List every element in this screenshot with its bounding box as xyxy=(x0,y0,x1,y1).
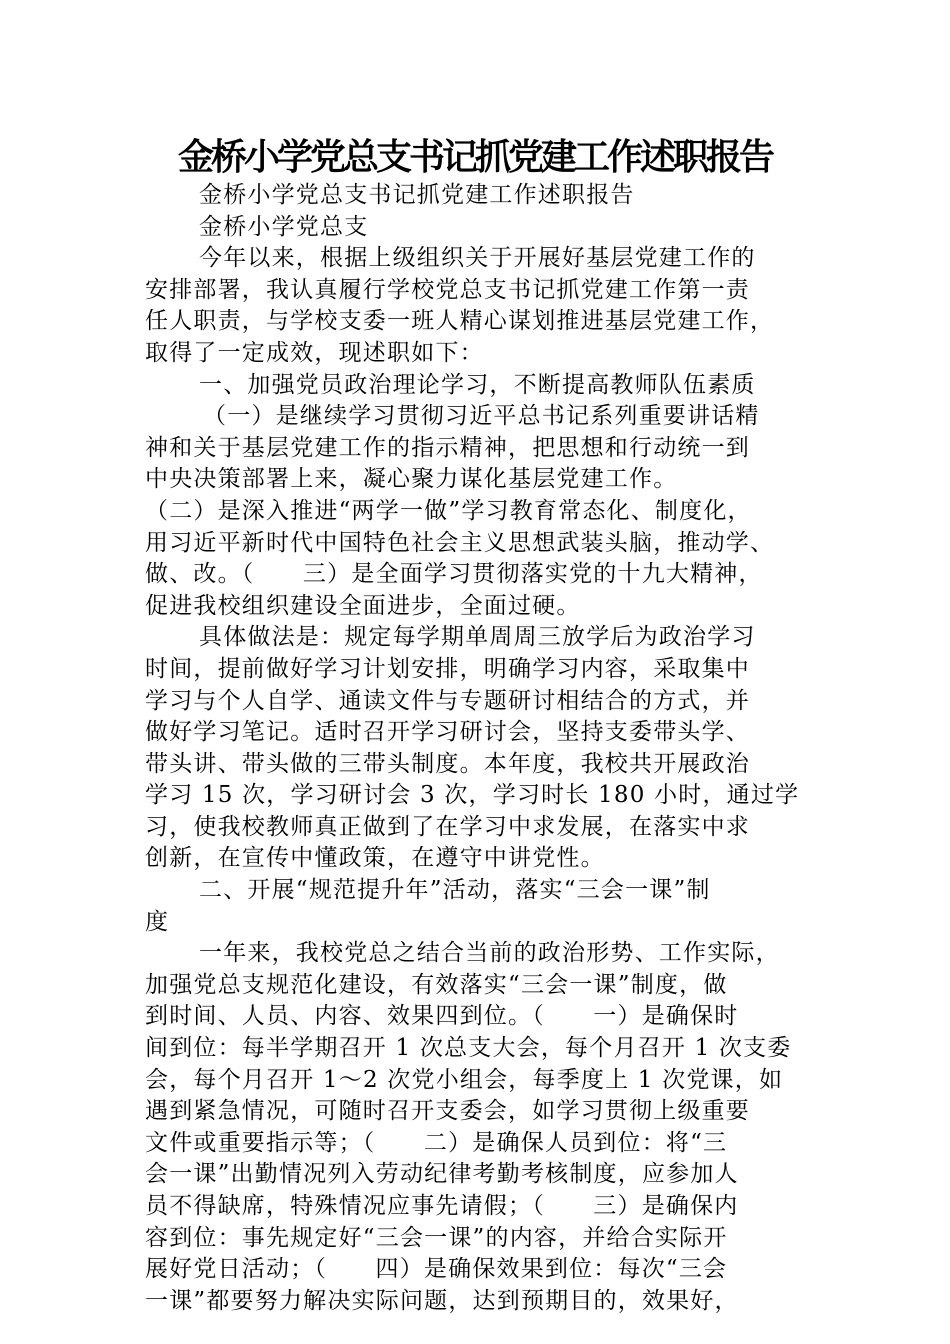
paragraph-line: 习，使我校教师真正做到了在学习中求发展，在落实中求 xyxy=(145,813,750,840)
paragraph-line: 做好学习笔记。适时召开学习研讨会，坚持支委带头学、 xyxy=(145,719,750,746)
paragraph-line: 创新，在宣传中懂政策，在遵守中讲党性。 xyxy=(145,845,605,872)
paragraph-line: 神和关于基层党建工作的指示精神，把思想和行动统一到 xyxy=(145,434,750,461)
paragraph-line: （一）是继续学习贯彻习近平总书记系列重要讲话精 xyxy=(203,403,760,430)
paragraph-line: 做、改。（ 三）是全面学习贯彻落实党的十九大精神， xyxy=(145,561,763,588)
paragraph-line: 度 xyxy=(145,908,170,935)
paragraph-line: （二）是深入推进“两学一做”学习教育常态化、制度化， xyxy=(145,497,752,524)
paragraph-line: 学习与个人自学、通读文件与专题研讨相结合的方式，并 xyxy=(145,687,750,714)
paragraph-line: 时间，提前做好学习计划安排，明确学习内容，采取集中 xyxy=(145,655,750,682)
paragraph-line: 一、加强党员政治理论学习，不断提高教师队伍素质 xyxy=(199,371,756,398)
paragraph-line: 遇到紧急情况，可随时召开支委会，如学习贯彻上级重要 xyxy=(145,1098,750,1125)
paragraph-line: 间到位：每半学期召开 1 次总支大会，每个月召开 1 次支委 xyxy=(145,1035,792,1062)
paragraph-line: 加强党总支规范化建设，有效落实“三会一课”制度，做 xyxy=(145,971,728,998)
paragraph-line: 安排部署，我认真履行学校党总支书记抓党建工作第一责 xyxy=(145,276,750,303)
paragraph-line: 容到位：事先规定好“三会一课”的内容，并给合实际开 xyxy=(145,1224,728,1251)
paragraph-line: 展好党日活动；（ 四）是确保效果到位：每次“三会 xyxy=(145,1256,728,1283)
paragraph-line: 促进我校组织建设全面进步，全面过硬。 xyxy=(145,592,581,619)
paragraph-line: 今年以来，根据上级组织关于开展好基层党建工作的 xyxy=(199,245,756,272)
paragraph-line: 中央决策部署上来，凝心聚力谋化基层党建工作。 xyxy=(145,466,678,493)
paragraph-line: 用习近平新时代中国特色社会主义思想武装头脑，推动学、 xyxy=(145,529,775,556)
paragraph-line: 学习 15 次，学习研讨会 3 次，学习时长 180 小时，通过学 xyxy=(145,782,800,809)
paragraph-line: 取得了一定成效，现述职如下： xyxy=(145,339,484,366)
paragraph-line: 带头讲、带头做的三带头制度。本年度，我校共开展政治 xyxy=(145,750,750,777)
paragraph-line: 一课”都要努力解决实际问题，达到预期目的，效果好， xyxy=(145,1287,739,1314)
paragraph-line: 会，每个月召开 1～2 次党小组会，每季度上 1 次党课，如 xyxy=(145,1066,784,1093)
document-title: 金桥小学党总支书记抓党建工作述职报告 xyxy=(177,137,772,178)
paragraph-line: 金桥小学党总支 xyxy=(199,213,369,240)
paragraph-line: 文件或重要指示等；（ 二）是确保人员到位：将“三 xyxy=(145,1129,728,1156)
paragraph-line: 具体做法是：规定每学期单周周三放学后为政治学习 xyxy=(199,624,756,651)
paragraph-line: 一年来，我校党总之结合当前的政治形势、工作实际， xyxy=(199,940,780,967)
paragraph-line: 二、开展“规范提升年”活动，落实“三会一课”制 xyxy=(199,877,711,904)
paragraph-line: 任人职责，与学校支委一班人精心谋划推进基层党建工作， xyxy=(145,308,775,335)
paragraph-line: 金桥小学党总支书记抓党建工作述职报告 xyxy=(199,182,635,208)
paragraph-line: 员不得缺席，特殊情况应事先请假；（ 三）是确保内 xyxy=(145,1193,739,1219)
paragraph-line: 到时间、人员、内容、效果四到位。（ 一）是确保时 xyxy=(145,1003,739,1030)
paragraph-line: 会一课”出勤情况列入劳动纪律考勤考核制度，应参加人 xyxy=(145,1161,739,1188)
document-body xyxy=(145,180,805,1317)
